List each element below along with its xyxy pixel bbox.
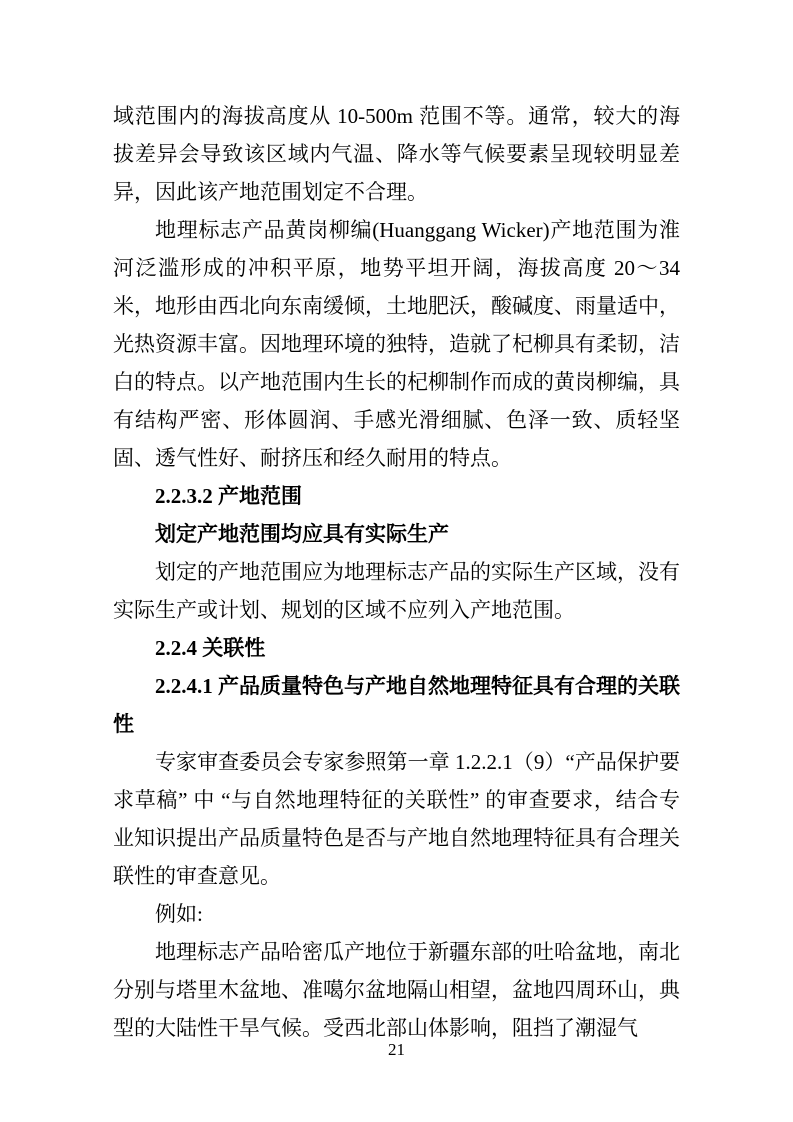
paragraph-huanggang-wicker: 地理标志产品黄岗柳编(Huanggang Wicker)产地范围为淮河泛滥形成的冲积平原，地势平坦开阔，海拔高度 20～34 米，地形由西北向东南缓倾，土地肥沃，酸碱度、雨量适中，光热资源丰富。因地理环境的独特，造就了杞柳具有柔韧，洁白的特点。以产地范围内生长的杞柳制作而成的黄岗柳编，具有结构严密、形体圆润、手感光滑细腻、色泽一致、质轻坚固、透气性好、耐挤压和经久耐用的特点。 bbox=[113, 218, 680, 470]
paragraph-expert-review: 专家审查委员会专家参照第一章 1.2.2.1（9）“产品保护要求草稿” 中 “与自然地理特征的关联性” 的审查要求，结合专业知识提出产品质量特色是否与产地自然地理特征具有合理关联性的审查意见。 bbox=[113, 750, 680, 888]
page-body bbox=[113, 97, 680, 1047]
heading-2-2-4-relevance: 2.2.4 关联性 bbox=[155, 636, 266, 660]
paragraph-example-label: 例如: bbox=[155, 902, 203, 926]
heading-actual-production-rule: 划定产地范围均应具有实际生产 bbox=[155, 522, 449, 546]
paragraph-production-area-rule: 划定的产地范围应为地理标志产品的实际生产区域，没有实际生产或计划、规划的区域不应列入产地范围。 bbox=[113, 560, 680, 622]
page-number: 21 bbox=[388, 1040, 405, 1059]
heading-2-2-4-1-quality-geography-link: 2.2.4.1 产品质量特色与产地自然地理特征具有合理的关联性 bbox=[113, 674, 680, 736]
paragraph-hami-melon-example: 地理标志产品哈密瓜产地位于新疆东部的吐哈盆地，南北分别与塔里木盆地、准噶尔盆地隔山相望，盆地四周环山，典型的大陆性干旱气候。受西北部山体影响，阻挡了潮湿气 bbox=[113, 940, 680, 1040]
paragraph-altitude-range: 域范围内的海拔高度从 10-500m 范围不等。通常，较大的海拔差异会导致该区域内气温、降水等气候要素呈现较明显差异，因此该产地范围划定不合理。 bbox=[113, 104, 680, 204]
heading-2-2-3-2-production-area: 2.2.3.2 产地范围 bbox=[155, 484, 302, 508]
